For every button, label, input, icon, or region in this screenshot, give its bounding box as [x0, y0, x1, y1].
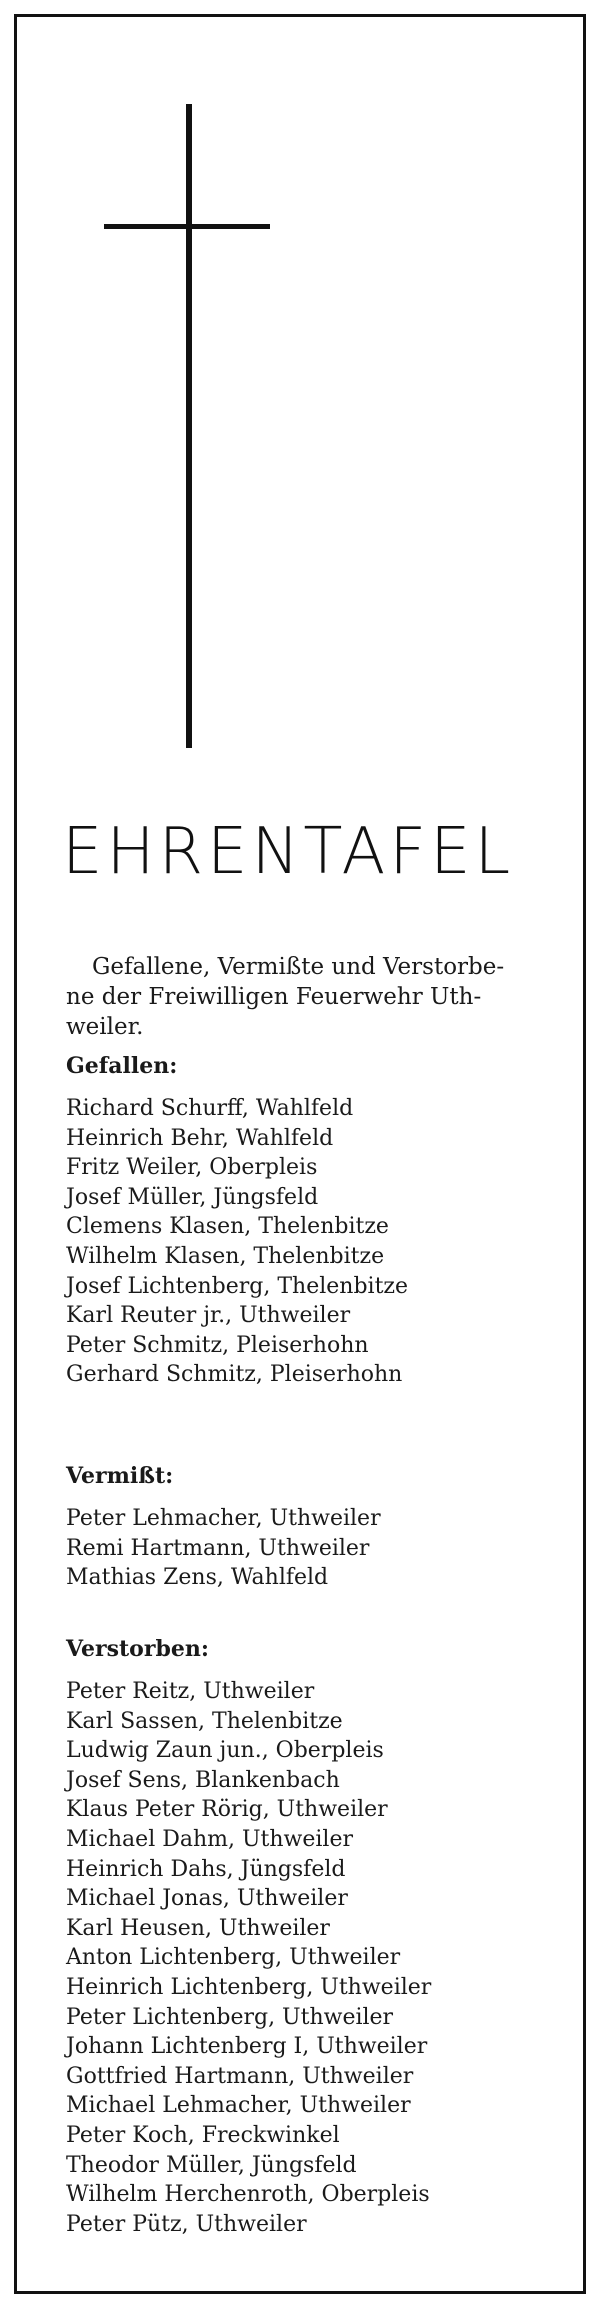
cross-icon-horizontal-bar: [104, 224, 270, 229]
section-gefallen: [66, 1052, 556, 1390]
name-list: [66, 1504, 556, 1593]
section-vermisst: [66, 1462, 556, 1593]
section-heading: Gefallen:: [66, 1053, 178, 1079]
list-item: Michael Jonas, Uthweiler: [66, 1886, 348, 1912]
intro-line: weiler.: [66, 1014, 144, 1040]
list-item: Michael Lehmacher, Uthweiler: [66, 2093, 411, 2119]
list-item: Heinrich Behr, Wahlfeld: [66, 1125, 334, 1151]
list-item: Richard Schurff, Wahlfeld: [66, 1096, 354, 1121]
intro-line: Gefallene, Vermißte und Verstorbe-: [92, 954, 505, 980]
list-item: Johann Lichtenberg I, Uthweiler: [66, 2034, 428, 2060]
list-item: Peter Schmitz, Pleiserhohn: [66, 1332, 369, 1358]
list-item: Karl Reuter jr., Uthweiler: [66, 1303, 351, 1329]
list-item: Gerhard Schmitz, Pleiserhohn: [66, 1362, 403, 1388]
cross-icon-vertical-bar: [186, 104, 192, 748]
list-item: Klaus Peter Rörig, Uthweiler: [66, 1797, 388, 1823]
list-item: Wilhelm Herchenroth, Oberpleis: [66, 2182, 430, 2208]
list-item: Mathias Zens, Wahlfeld: [66, 1565, 329, 1591]
intro-paragraph: [66, 952, 550, 1042]
list-item: Peter Koch, Freckwinkel: [66, 2122, 340, 2148]
list-item: Josef Sens, Blankenbach: [66, 1767, 340, 1793]
section-verstorben: [66, 1635, 556, 2239]
list-item: Michael Dahm, Uthweiler: [66, 1826, 353, 1852]
list-item: Heinrich Lichtenberg, Uthweiler: [66, 1974, 432, 2000]
list-item: Peter Pütz, Uthweiler: [66, 2211, 307, 2237]
list-item: Heinrich Dahs, Jüngsfeld: [66, 1856, 346, 1882]
name-list: [66, 1094, 556, 1390]
section-heading: Vermißt:: [66, 1463, 174, 1489]
list-item: Josef Müller, Jüngsfeld: [66, 1184, 319, 1210]
list-item: Peter Lichtenberg, Uthweiler: [66, 2004, 394, 2030]
list-item: Karl Heusen, Uthweiler: [66, 1915, 330, 1941]
list-item: Anton Lichtenberg, Uthweiler: [66, 1945, 401, 1971]
list-item: Fritz Weiler, Oberpleis: [66, 1155, 318, 1181]
list-item: Peter Lehmacher, Uthweiler: [66, 1506, 381, 1531]
list-item: Karl Sassen, Thelenbitze: [66, 1708, 343, 1734]
name-list: [66, 1677, 556, 2239]
intro-line: ne der Freiwilligen Feuerwehr Uth-: [66, 984, 482, 1010]
list-item: Gottfried Hartmann, Uthweiler: [66, 2063, 414, 2089]
list-item: Ludwig Zaun jun., Oberpleis: [66, 1738, 384, 1764]
list-item: Wilhelm Klasen, Thelenbitze: [66, 1243, 385, 1269]
list-item: Peter Reitz, Uthweiler: [66, 1679, 315, 1704]
list-item: Clemens Klasen, Thelenbitze: [66, 1214, 389, 1240]
list-item: Josef Lichtenberg, Thelenbitze: [66, 1273, 409, 1299]
page-title: EHRENTAFEL: [62, 815, 515, 889]
section-heading: Verstorben:: [66, 1636, 209, 1662]
list-item: Theodor Müller, Jüngsfeld: [66, 2152, 357, 2178]
list-item: Remi Hartmann, Uthweiler: [66, 1535, 370, 1561]
